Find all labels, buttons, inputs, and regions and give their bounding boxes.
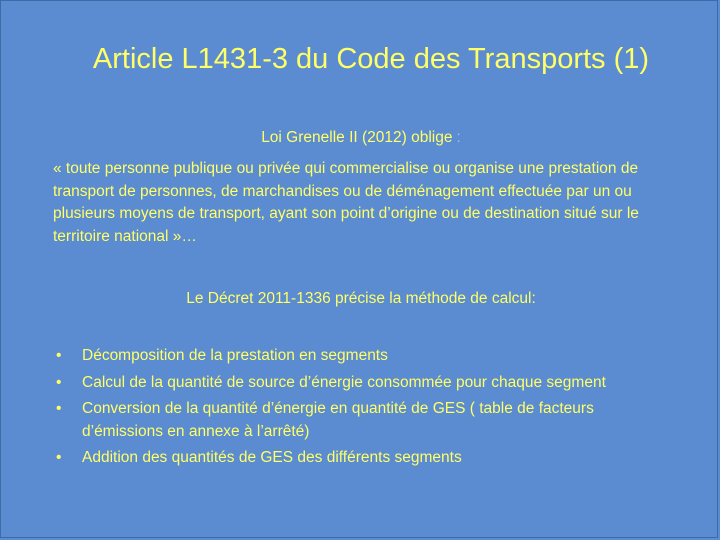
- bullet-icon: •: [56, 400, 62, 417]
- bullet-text: Décomposition de la prestation en segments: [82, 347, 388, 364]
- bullet-item: [53, 345, 673, 368]
- bullet-list: [53, 345, 673, 474]
- law-line: [61, 127, 661, 149]
- law-line-trailing: :: [456, 129, 461, 146]
- bullet-item: [53, 372, 673, 395]
- bullet-icon: •: [56, 449, 62, 466]
- bullet-text: Conversion de la quantité d’énergie en quantité de GES ( table de facteurs d’émissions en annexe à l’arrêté): [82, 400, 594, 440]
- law-quote: « toute personne publique ou privée qui commercialise ou organise une prestation de transport de personnes, de marchandises ou de déménagement effectuée par un ou plusieurs moyens de transport, ayant son point d’origine ou de destination situé sur le territoire national »…: [53, 160, 639, 245]
- bullet-text: Calcul de la quantité de source d’énergie consommée pour chaque segment: [82, 373, 606, 391]
- bullet-text: Addition des quantités de GES des différents segments: [82, 449, 462, 466]
- bullet-icon: •: [56, 373, 62, 391]
- bullet-item: [53, 447, 673, 470]
- decree-line: Le Décret 2011-1336 précise la méthode de calcul:: [186, 290, 536, 307]
- bullet-item: [53, 398, 673, 443]
- bullet-icon: •: [56, 347, 62, 364]
- law-line-text: Loi Grenelle II (2012) oblige: [261, 129, 453, 146]
- slide-title: Article L1431-3 du Code des Transports (1): [92, 43, 650, 75]
